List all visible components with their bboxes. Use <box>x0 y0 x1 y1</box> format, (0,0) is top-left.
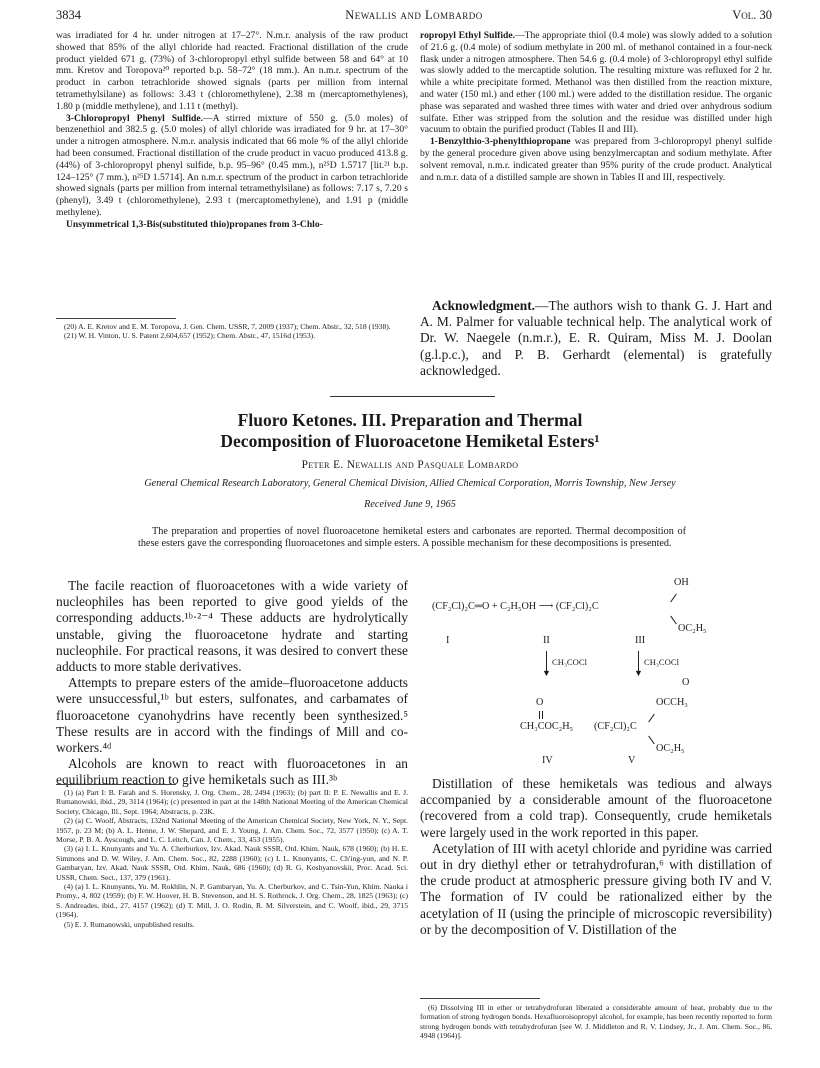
footnote: (3) (a) I. L. Knunyants and Yu. A. Cherburkov, Izv. Akad. Nauk SSSR, Otd. Khim. Nauk, 678 (1960); (b) H. E. Simmons and D. W. Wiley, J. Am. Chem. Soc., 82, 2288 (1960); (c) I. L. Knunyants, C. Ch'ing-yun, and N. P. Gambaryan, Izv. Akad. Nauk SSSR, Otd. Khim. Nauk, 686 (1960); (d) R. G. Koshyanovskii, Proc. Acad. Sci. USSR, Chem. Sect., 137, 379 (1961). <box>56 844 408 882</box>
footnote-rule <box>56 784 176 785</box>
footnotes-top-left <box>56 322 408 341</box>
label-iv: IV <box>542 755 553 766</box>
paragraph: Acetylation of III with acetyl chloride and pyridine was carried out in dry diethyl ether or tetrahydrofuran,⁶ with distillation of the crude product at atmospheric pressure giving both IV and V. The formation of IV could be rationalized either by the acetylation of II (using the principle of microscopic reversibility) or by the decomposition of V. Distillation of the <box>420 840 772 937</box>
paragraph-text: was prepared from 3-chloropropyl phenyl sulfide by the general procedure given above using benzylmercaptan and sodium methylate. After solvent removal, n.m.r. indicated greater than 95% purity of the crude product. Analytical and n.m.r. data of a distilled sample are shown in Tables II and III, respectively. <box>420 136 772 183</box>
paragraph <box>420 136 772 183</box>
authors: Peter E. Newallis and Pasquale Lombardo <box>301 459 519 471</box>
paragraph: was irradiated for 4 hr. under nitrogen at 17–27°. N.m.r. analysis of the raw product showed that 85% of the allyl chloride had reacted. Fractional distillation of the crude product yielded 671 g. (73%) of 3-chloropropyl ethyl sulfide between 58 and 64° at 10 mm. Kretov and Toropova²⁰ reported b.p. 58–72° (18 mm.). An n.m.r. spectrum of the product in carbon tetrachloride showed signals (parts per million from internal tetramethylsilane) as follows: 3.43 t (chloromethylene), 2.38 m (mercaptomethylenes), 1.80 p (middle methylene), and 1.11 t (methyl). <box>56 30 408 112</box>
footnotes-bottom-left <box>56 788 408 929</box>
paragraph-text: —The authors wish to thank G. J. Hart and A. M. Palmer for valuable technical help. The analytical work of Dr. W. Naegele (n.m.r.), E. R. Quiram, Miss M. J. Doolan (g.l.p.c.), and P. B. Gerhardt (elemental) is gratefully acknowledged. <box>420 298 772 378</box>
volume-number: Vol. 30 <box>732 8 772 22</box>
abstract: The preparation and properties of novel fluoroacetone hemiketal esters and carbonates are reported. Thermal decomposition of these esters gave the corresponding fluoroacetones and simple esters. A possible mechanism for these decompositions is presented. <box>138 526 686 550</box>
arrow-head: ▼ <box>542 668 551 678</box>
footnote: (2) (a) C. Woolf, Abstracts, 132nd National Meeting of the American Chemical Society, New York, N. Y., Sept. 1957, p. 23 M; (b) A. L. Henne, J. W. Shepard, and E. J. Young, J. Am. Chem. Soc., 72, 3577 (1950); (c) A. T. Morse, P. B. A. Ayscough, and L. C. Leitch, Can. J. Chem., 33, 453 (1955). <box>56 816 408 845</box>
right-column-top <box>420 30 772 183</box>
scheme-bond <box>670 616 677 625</box>
scheme-occh3: OCCH₃ <box>656 697 688 708</box>
body-left-column <box>56 578 408 789</box>
footnote: (5) E. J. Rumanowski, unpublished results. <box>64 919 195 929</box>
paragraph: The facile reaction of fluoroacetones with a wide variety of nucleophiles has been reported to give good yields of the corresponding adducts.¹ᵇ·²⁻⁴ These adducts are hydrolytically unstable, giving the fluoroacetone hydrate and starting nucleophile. For practical reasons, it was desired to convert these adducts to more stable derivatives. <box>56 578 408 675</box>
received-date: Received June 9, 1965 <box>364 499 456 510</box>
arrow-head: ▼ <box>634 668 643 678</box>
label-i: I <box>446 635 450 646</box>
scheme-bond <box>648 714 655 723</box>
footnote: (6) Dissolving III in ether or tetrahydrofuran liberated a considerable amount of heat, probably due to the formation of strong hydrogen bonds. Hexafluoroisopropyl alcohol, for example, has been recently reported to form strong hydrogen bonds with tetrahydrofuran [see W. J. Middleton and R. V. Lindsey, Jr., J. Am. Chem. Soc., 86, 4948 (1964)]. <box>420 1003 772 1041</box>
body-right-column <box>420 776 772 938</box>
footnote: (21) W. H. Vinton, U. S. Patent 2,604,657 (1952); Chem. Abstr., 47, 1516d (1953). <box>64 331 316 341</box>
scheme-bond <box>648 736 655 745</box>
page-number: 3834 <box>56 8 81 22</box>
section-heading: 3-Chloropropyl Phenyl Sulfide. <box>66 112 203 124</box>
footnote: (4) (a) I. L. Knunyants, Yu. M. Rokhlin, N. P. Gambaryan, Yu. A. Cherburkov, and C. Tsin-Yun, Khim. Nauka i Promy., 4, 802 (1959); (b) F. W. Hoover, H. B. Stevenson, and H. S. Rothrock, J. Org. Chem., 28, 1825 (1963); (c) S. Andreades, ibid., 27, 4157 (1962); (d) T. Mill, J. O. Rodin, R. M. Silverstein, and C. Woolf, ibid., 29, 3715 (1964). <box>56 882 408 920</box>
article-title-line-2: Decomposition of Fluoroacetone Hemiketal Esters¹ <box>220 431 600 451</box>
section-heading: 1-Benzylthio-3-phenylthiopropane <box>430 136 571 148</box>
running-title: Newallis and Lombardo <box>345 8 483 22</box>
left-column-top <box>56 30 408 231</box>
scheme-o: O <box>536 697 544 708</box>
paragraph <box>420 298 772 379</box>
reaction-scheme <box>428 577 778 775</box>
footnote: (1) (a) Part I: B. Farah and S. Horensky, J. Org. Chem., 28, 2494 (1963); (b) part II: P. E. Newallis and E. J. Rumanowski, ibid., 29, 3114 (1964); (c) presented in part at the 148th National Meeting of the American Chemical Society, Chicago, Ill., Sept. 1964; Abstracts, p. 23K. <box>56 788 408 816</box>
article-title-line-1: Fluoro Ketones. III. Preparation and Thermal <box>237 410 583 430</box>
scheme-cf2cl: (CF₂Cl)₂C <box>594 721 637 732</box>
footnote-rule <box>56 318 176 319</box>
scheme-o: O <box>682 677 690 688</box>
label-iii: III <box>635 635 646 646</box>
scheme-bond <box>539 711 540 719</box>
article-separator <box>330 396 495 397</box>
label-v: V <box>628 755 636 766</box>
scheme-equation: (CF₂Cl)₂C═O + C₂H₅OH ⟶ (CF₂Cl)₂C <box>432 601 599 612</box>
acknowledgment <box>420 298 772 379</box>
paragraph-text: —The appropriate thiol (0.4 mole) was slowly added to a solution of 21.6 g. (0.4 mole) of sodium methylate in 200 ml. of methanol contained in a four-neck flask under a nitrogen atmosphere. Then 54.6 g. (0.4 mole) of 3-chloropropyl ethyl sulfide was slowly added to the mercaptide solution. The resulting mixture was refluxed for 2 hr. while a white precipitate formed. Methanol was then distilled from the reaction mixture, and water (150 ml.) and ether (100 ml.) were added to the distillation residue. The organic phase was separated and washed three times with water and dried over anhydrous sodium sulfate. Ether was stripped from the solution and the residue was distilled under high vacuum to obtain the purified product (Tables II and III). <box>420 30 772 136</box>
reagent-label: CH₃COCl <box>644 657 679 667</box>
footnote: (20) A. E. Kretov and E. M. Toropova, J. Gen. Chem. USSR, 7, 2009 (1937); Chem. Abstr., 32, 518 (1938). <box>64 322 391 331</box>
scheme-bond <box>542 711 543 719</box>
scheme-oh: OH <box>674 577 689 588</box>
scheme-oc2h5: OC₂H₅ <box>678 623 707 634</box>
reagent-label: CH₃COCl <box>552 657 587 667</box>
affiliation: General Chemical Research Laboratory, General Chemical Division, Allied Chemical Corporation, Morris Township, New Jersey <box>144 478 676 489</box>
footnotes-bottom-right <box>420 1003 772 1041</box>
label-ii: II <box>543 635 550 646</box>
scheme-ester: CH₃COC₂H₅ <box>520 721 574 732</box>
paragraph: Distillation of these hemiketals was tedious and always accompanied by a considerable amount of the fluoroacetone (recovered from a cold trap). Consequently, crude hemiketals were largely used in the work reported in this paper. <box>420 776 772 840</box>
paragraph <box>420 30 772 136</box>
scheme-bond <box>670 594 677 603</box>
section-heading: ropropyl Ethyl Sulfide. <box>420 30 515 41</box>
paragraph-text: —A stirred mixture of 550 g. (5.0 moles) of benzenethiol and 382.5 g. (5.0 moles) of allyl chloride was irradiated for 9 hr. at 17–30° under a nitrogen atmosphere. N.m.r. analysis indicated that 66 mole % of the allyl chloride had been consumed. Fractional distillation of the crude product in vacuo produced 413.8 g. (44%) of 3-chloropropyl phenyl sulfide, b.p. 95–96° (0.45 mm.), n²⁵D 1.5717 [lit.²¹ b.p. 124–125° (7 mm.), n²⁵D 1.5714]. An n.m.r. spectrum of the product in carbon tetrachloride showed signals (parts per million from internal tetramethylsilane) as follows: 7.17 s, 7.20 s (phenyl), 3.49 t (chloromethylene), 2.93 t (mercaptomethylene), and 1.91 p (middle methylene). <box>56 112 408 218</box>
running-header <box>56 8 772 26</box>
paragraph: Alcohols are known to react with fluoroacetones in an equilibrium reaction to give hemiketals such as III.³ᵇ <box>56 756 408 788</box>
section-heading: Unsymmetrical 1,3-Bis(substituted thio)propanes from 3-Chlo- <box>66 218 323 230</box>
section-heading: Acknowledgment. <box>432 298 536 313</box>
scheme-oc2h5: OC₂H₅ <box>656 743 685 754</box>
paragraph: Attempts to prepare esters of the amide–fluoroacetone adducts were unsuccessful,¹ᵇ but esters, sulfonates, and carbamates of fluoroacetone cyanohydrins have recently been synthesized.⁵ These results are in accord with the findings of Mill and co-workers.⁴ᵈ <box>56 675 408 756</box>
footnote-rule <box>420 998 540 999</box>
paragraph <box>56 113 408 219</box>
